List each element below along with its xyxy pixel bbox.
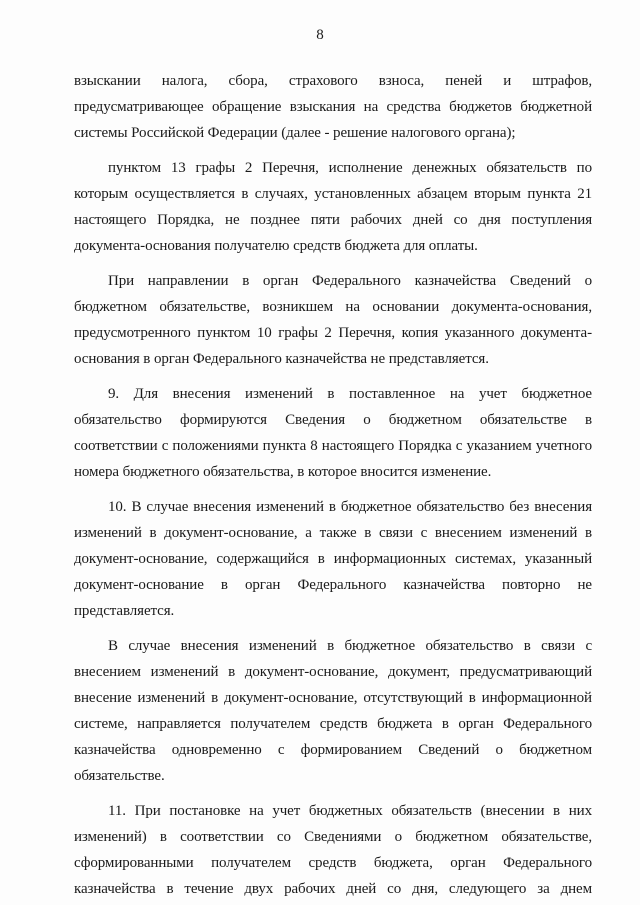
- text-line: системе, направляется получателем средств бюджета в орган Федерального: [74, 716, 592, 732]
- text-line: основания в орган Федерального казначейства не представляется.: [74, 351, 489, 367]
- text-line: бюджетном обязательстве, возникшем на основании документа-основания,: [74, 299, 592, 315]
- text-line: пунктом 13 графы 2 Перечня, исполнение денежных обязательств по: [108, 160, 592, 176]
- text-line: изменений) в соответствии со Сведениями о бюджетном обязательстве,: [74, 829, 592, 845]
- text-line: 11. При постановке на учет бюджетных обязательств (внесении в них: [108, 803, 592, 819]
- paragraph: [74, 494, 592, 624]
- text-line: 10. В случае внесения изменений в бюджетное обязательство без внесения: [108, 499, 592, 515]
- text-line: При направлении в орган Федерального казначейства Сведений о: [108, 273, 592, 289]
- text-line: документ-основание в орган Федерального казначейства повторно не: [74, 577, 592, 593]
- text-line: предусмотренного пунктом 10 графы 2 Перечня, копия указанного документа-: [74, 325, 592, 341]
- document-body: [74, 68, 592, 902]
- text-line: обязательстве.: [74, 768, 165, 784]
- text-line: казначейства одновременно с формированием Сведений о бюджетном: [74, 742, 592, 758]
- paragraph: [74, 381, 592, 485]
- text-line: сформированными получателем средств бюджета, орган Федерального: [74, 855, 592, 871]
- paragraph: [74, 633, 592, 789]
- text-line: В случае внесения изменений в бюджетное обязательство в связи с: [108, 638, 592, 654]
- paragraph: [74, 68, 592, 146]
- text-line: настоящего Порядка, не позднее пяти рабочих дней со дня поступления: [74, 212, 592, 228]
- text-line: казначейства в течение двух рабочих дней со дня, следующего за днем: [74, 881, 592, 897]
- text-line: внесение изменений в документ-основание, отсутствующий в информационной: [74, 690, 592, 706]
- text-line: документ-основание, содержащийся в информационных системах, указанный: [74, 551, 592, 567]
- text-line: 9. Для внесения изменений в поставленное на учет бюджетное: [108, 386, 592, 402]
- text-line: которым осуществляется в случаях, установленных абзацем вторым пункта 21: [74, 186, 592, 202]
- paragraph: [74, 155, 592, 259]
- paragraph: [74, 268, 592, 372]
- text-line: номера бюджетного обязательства, в которое вносится изменение.: [74, 464, 492, 480]
- text-line: представляется.: [74, 603, 175, 619]
- text-line: предусматривающее обращение взыскания на средства бюджетов бюджетной: [74, 99, 592, 115]
- text-line: внесением изменений в документ-основание, документ, предусматривающий: [74, 664, 592, 680]
- text-line: соответствии с положениями пункта 8 настоящего Порядка с указанием учетного: [74, 438, 592, 454]
- text-line: изменений в документ-основание, а также в связи с внесением изменений в: [74, 525, 592, 541]
- page-number: 8: [316, 27, 324, 43]
- text-line: обязательство формируются Сведения о бюджетном обязательстве в: [74, 412, 592, 428]
- text-line: взыскании налога, сбора, страхового взноса, пеней и штрафов,: [74, 73, 592, 89]
- text-line: документа-основания получателю средств бюджета для оплаты.: [74, 238, 478, 254]
- paragraph: [74, 798, 592, 902]
- text-line: системы Российской Федерации (далее - решение налогового органа);: [74, 125, 516, 141]
